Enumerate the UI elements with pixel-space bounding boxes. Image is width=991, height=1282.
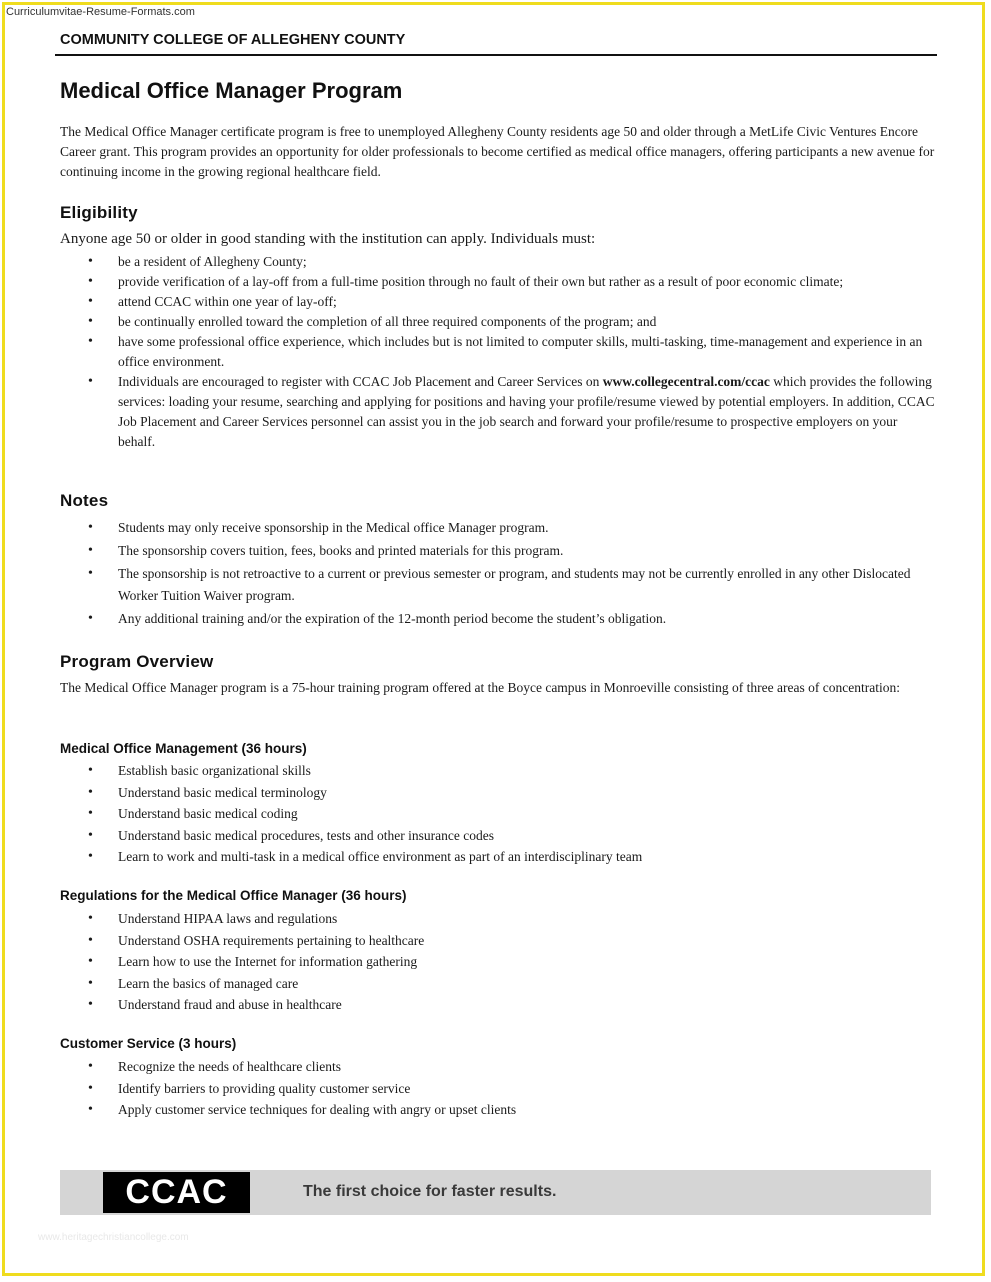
list-item: • be continually enrolled toward the completion of all three required components of the program; and — [60, 312, 935, 332]
register-text-after: which provides the following services: loading your resume, searching and applying for positions and having your profile/resume viewed by potential employers. In addition, CCAC Job Placement and Career Services personnel can assist you in the job search and forward your profile/resume to prospective employers on your behalf. — [118, 374, 935, 449]
list-item: • Learn to work and multi-task in a medical office environment as part of an interdisciplinary team — [60, 846, 935, 868]
list-item: • Any additional training and/or the expiration of the 12-month period become the student’s obligation. — [60, 608, 935, 630]
register-link[interactable]: www.collegecentral.com/ccac — [602, 374, 770, 389]
ccac-logo: CCAC — [103, 1172, 250, 1213]
list-item: • Apply customer service techniques for dealing with angry or upset clients — [60, 1099, 935, 1121]
list-item: • Understand basic medical procedures, tests and other insurance codes — [60, 825, 935, 847]
module-list-medical-office-management — [60, 760, 935, 868]
list-item: • have some professional office experience, which includes but is not limited to computer skills, multi-tasking, time-management and experience in an office environment. — [60, 332, 935, 372]
list-item: • The sponsorship covers tuition, fees, books and printed materials for this program. — [60, 540, 935, 562]
watermark-bottom: www.heritagechristiancollege.com — [38, 1232, 189, 1243]
list-item: • be a resident of Allegheny County; — [60, 252, 935, 272]
list-item: • Students may only receive sponsorship in the Medical office Manager program. — [60, 517, 935, 539]
list-item: • Learn how to use the Internet for information gathering — [60, 951, 935, 973]
footer-tagline: The first choice for faster results. — [303, 1183, 557, 1200]
intro-paragraph: The Medical Office Manager certificate program is free to unemployed Allegheny County residents age 50 and older through a MetLife Civic Ventures Encore Career grant. This program provides an opportunity for older professionals to become certified as medical office managers, offering participants a new avenue for continuing income in the growing regional healthcare field. — [60, 124, 935, 179]
list-item: • Identify barriers to providing quality customer service — [60, 1078, 935, 1100]
register-text-before: Individuals are encouraged to register with CCAC Job Placement and Career Services on — [118, 374, 603, 389]
list-item: • Understand basic medical terminology — [60, 782, 935, 804]
module-heading-regulations: Regulations for the Medical Office Manager (36 hours) — [60, 888, 407, 903]
module-heading-medical-office-management: Medical Office Management (36 hours) — [60, 741, 307, 756]
list-item: • Understand fraud and abuse in healthcare — [60, 994, 935, 1016]
list-item: • The sponsorship is not retroactive to a current or previous semester or program, and students may not be currently enrolled in any other Dislocated Worker Tuition Waiver program. — [60, 563, 935, 606]
program-overview-text: The Medical Office Manager program is a 75-hour training program offered at the Boyce campus in Monroeville consisting of three areas of concentration: — [60, 680, 900, 695]
list-item: • Establish basic organizational skills — [60, 760, 935, 782]
eligibility-heading: Eligibility — [60, 203, 138, 222]
footer-banner — [60, 1170, 931, 1215]
list-item: • attend CCAC within one year of lay-off; — [60, 292, 935, 312]
list-item: • Understand HIPAA laws and regulations — [60, 908, 935, 930]
module-heading-customer-service: Customer Service (3 hours) — [60, 1036, 237, 1051]
org-name: COMMUNITY COLLEGE OF ALLEGHENY COUNTY — [60, 32, 406, 48]
header-divider — [55, 54, 937, 56]
module-list-regulations — [60, 908, 935, 1016]
program-overview-heading: Program Overview — [60, 652, 214, 671]
list-item: • provide verification of a lay-off from a full-time position through no fault of their own but rather as a result of poor economic climate; — [60, 272, 935, 292]
eligibility-list — [60, 252, 935, 452]
notes-list — [60, 517, 935, 631]
list-item: • Understand OSHA requirements pertaining to healthcare — [60, 930, 935, 952]
list-item: • Understand basic medical coding — [60, 803, 935, 825]
watermark-top: Curriculumvitae-Resume-Formats.com — [6, 6, 195, 18]
list-item: • Recognize the needs of healthcare clients — [60, 1056, 935, 1078]
notes-heading: Notes — [60, 491, 109, 510]
page-title: Medical Office Manager Program — [60, 78, 403, 103]
eligibility-lead: Anyone age 50 or older in good standing with the institution can apply. Individuals must: — [60, 231, 596, 247]
list-item: • Learn the basics of managed care — [60, 973, 935, 995]
list-item-register — [60, 372, 935, 452]
module-list-customer-service — [60, 1056, 935, 1121]
